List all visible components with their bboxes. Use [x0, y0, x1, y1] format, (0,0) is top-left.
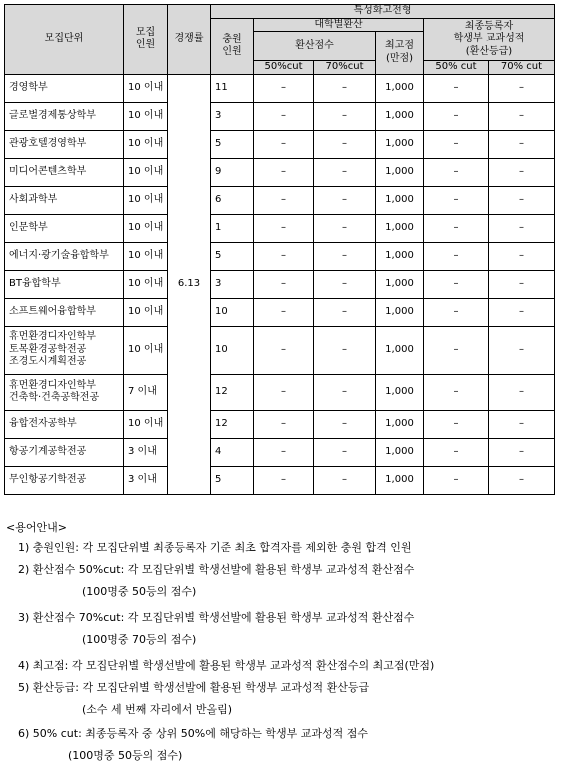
extra-cell: 5 — [211, 466, 254, 494]
cut70-cell: – — [314, 102, 376, 130]
final-cut70-cell: – — [489, 270, 555, 298]
extra-cell: 11 — [211, 74, 254, 102]
final-cut50-cell: – — [424, 102, 489, 130]
header-unit: 모집단위 — [5, 5, 124, 75]
cut50-cell: – — [254, 298, 314, 326]
extra-cell: 10 — [211, 326, 254, 374]
header-final-cut70: 70% cut — [489, 61, 555, 75]
quota-cell: 10 이내 — [124, 326, 168, 374]
unit-cell: 항공기계공학전공 — [5, 438, 124, 466]
final-cut70-cell: – — [489, 374, 555, 410]
term-note-line: 1) 충원인원: 각 모집단위별 최종등록자 기준 최초 합격자를 제외한 충원 합격 인원 — [18, 541, 412, 554]
term-note-line: 3) 환산점수 70%cut: 각 모집단위별 학생선발에 활용된 학생부 교과성적 환산점수 — [18, 611, 415, 624]
header-max-score — [376, 32, 424, 75]
table-row — [5, 130, 555, 158]
admission-results-table — [4, 4, 555, 495]
term-note-line: 4) 최고점: 각 모집단위별 학생선발에 활용된 학생부 교과성적 환산점수의 최고점(만점) — [18, 659, 435, 672]
unit-cell: 사회과학부 — [5, 186, 124, 214]
cut50-cell: – — [254, 186, 314, 214]
cut70-cell: – — [314, 130, 376, 158]
table-row — [5, 326, 555, 374]
header-extra — [211, 18, 254, 74]
max-score-cell: 1,000 — [376, 466, 424, 494]
max-score-cell: 1,000 — [376, 214, 424, 242]
max-score-cell: 1,000 — [376, 130, 424, 158]
final-cut70-cell: – — [489, 130, 555, 158]
cut70-cell: – — [314, 326, 376, 374]
final-cut50-cell: – — [424, 242, 489, 270]
unit-cell: BT융합학부 — [5, 270, 124, 298]
final-cut50-cell: – — [424, 438, 489, 466]
table-row — [5, 270, 555, 298]
quota-cell: 10 이내 — [124, 410, 168, 438]
header-quota-text: 모집 인원 — [135, 26, 156, 51]
table-row — [5, 186, 555, 214]
header-calc-score: 환산점수 — [254, 32, 376, 61]
unit-cell: 에너지·광기술융합학부 — [5, 242, 124, 270]
header-final-text: 최종등록자 학생부 교과성적 (환산등급) — [453, 20, 525, 57]
header-rate: 경쟁률 — [168, 5, 211, 75]
extra-cell: 3 — [211, 102, 254, 130]
max-score-cell: 1,000 — [376, 102, 424, 130]
cut50-cell: – — [254, 374, 314, 410]
unit-cell: 미디어콘텐츠학부 — [5, 158, 124, 186]
max-score-cell: 1,000 — [376, 158, 424, 186]
quota-cell: 3 이내 — [124, 438, 168, 466]
extra-cell: 5 — [211, 130, 254, 158]
quota-cell: 7 이내 — [124, 374, 168, 410]
quota-cell: 10 이내 — [124, 298, 168, 326]
unit-cell: 관광호텔경영학부 — [5, 130, 124, 158]
extra-cell: 4 — [211, 438, 254, 466]
cut70-cell: – — [314, 374, 376, 410]
header-final — [424, 18, 555, 61]
table-row — [5, 466, 555, 494]
unit-cell: 휴먼환경디자인학부 토목환경공학전공 조경도시계획전공 — [5, 326, 124, 374]
cut50-cell: – — [254, 130, 314, 158]
cut70-cell: – — [314, 466, 376, 494]
term-note-line: (100명중 70등의 점수) — [82, 633, 197, 646]
cut70-cell: – — [314, 270, 376, 298]
quota-cell: 10 이내 — [124, 102, 168, 130]
table-row — [5, 74, 555, 102]
header-univ-calc: 대학별환산 — [254, 18, 424, 32]
final-cut50-cell: – — [424, 374, 489, 410]
cut70-cell: – — [314, 214, 376, 242]
cut50-cell: – — [254, 410, 314, 438]
cut50-cell: – — [254, 74, 314, 102]
unit-cell: 인문학부 — [5, 214, 124, 242]
final-cut50-cell: – — [424, 326, 489, 374]
max-score-cell: 1,000 — [376, 270, 424, 298]
quota-cell: 10 이내 — [124, 214, 168, 242]
term-note-line: 2) 환산점수 50%cut: 각 모집단위별 학생선발에 활용된 학생부 교과성적 환산점수 — [18, 563, 415, 576]
header-final-cut50: 50% cut — [424, 61, 489, 75]
final-cut50-cell: – — [424, 270, 489, 298]
cut50-cell: – — [254, 158, 314, 186]
final-cut70-cell: – — [489, 74, 555, 102]
header-extra-text: 충원 인원 — [222, 33, 242, 57]
terms-guide-title: <용어안내> — [6, 521, 67, 534]
cut70-cell: – — [314, 438, 376, 466]
final-cut70-cell: – — [489, 326, 555, 374]
table-row — [5, 410, 555, 438]
cut70-cell: – — [314, 242, 376, 270]
cut70-cell: – — [314, 410, 376, 438]
final-cut50-cell: – — [424, 410, 489, 438]
table-row — [5, 242, 555, 270]
extra-cell: 1 — [211, 214, 254, 242]
table-row — [5, 158, 555, 186]
cut50-cell: – — [254, 326, 314, 374]
table-row — [5, 438, 555, 466]
final-cut50-cell: – — [424, 130, 489, 158]
final-cut50-cell: – — [424, 298, 489, 326]
extra-cell: 5 — [211, 242, 254, 270]
final-cut50-cell: – — [424, 466, 489, 494]
final-cut70-cell: – — [489, 466, 555, 494]
cut50-cell: – — [254, 214, 314, 242]
max-score-cell: 1,000 — [376, 326, 424, 374]
quota-cell: 10 이내 — [124, 130, 168, 158]
quota-cell: 10 이내 — [124, 74, 168, 102]
max-score-cell: 1,000 — [376, 74, 424, 102]
unit-cell: 소프트웨어융합학부 — [5, 298, 124, 326]
quota-cell: 10 이내 — [124, 242, 168, 270]
extra-cell: 9 — [211, 158, 254, 186]
cut50-cell: – — [254, 438, 314, 466]
max-score-cell: 1,000 — [376, 186, 424, 214]
table-row — [5, 374, 555, 410]
extra-cell: 12 — [211, 410, 254, 438]
max-score-cell: 1,000 — [376, 298, 424, 326]
unit-cell: 경영학부 — [5, 74, 124, 102]
final-cut50-cell: – — [424, 158, 489, 186]
unit-cell: 무인항공기학전공 — [5, 466, 124, 494]
unit-cell: 글로벌경제통상학부 — [5, 102, 124, 130]
max-score-cell: 1,000 — [376, 410, 424, 438]
cut70-cell: – — [314, 158, 376, 186]
final-cut70-cell: – — [489, 298, 555, 326]
final-cut70-cell: – — [489, 410, 555, 438]
extra-cell: 6 — [211, 186, 254, 214]
final-cut70-cell: – — [489, 158, 555, 186]
term-note-line: 6) 50% cut: 최종등록자 중 상위 50%에 해당하는 학생부 교과성적 점수 — [18, 727, 368, 740]
competition-rate-cell: 6.13 — [168, 74, 211, 494]
extra-cell: 10 — [211, 298, 254, 326]
header-cut70: 70%cut — [314, 61, 376, 75]
table-row — [5, 298, 555, 326]
final-cut50-cell: – — [424, 186, 489, 214]
final-cut50-cell: – — [424, 214, 489, 242]
extra-cell: 3 — [211, 270, 254, 298]
cut50-cell: – — [254, 242, 314, 270]
final-cut70-cell: – — [489, 214, 555, 242]
cut50-cell: – — [254, 270, 314, 298]
table-row — [5, 102, 555, 130]
unit-cell: 융합전자공학부 — [5, 410, 124, 438]
header-max-score-text: 최고점 (만점) — [385, 40, 414, 64]
table-row — [5, 214, 555, 242]
term-note-line: 5) 환산등급: 각 모집단위별 학생선발에 활용된 학생부 교과성적 환산등급 — [18, 681, 370, 694]
final-cut50-cell: – — [424, 74, 489, 102]
quota-cell: 10 이내 — [124, 270, 168, 298]
cut50-cell: – — [254, 466, 314, 494]
term-note-line: (100명중 50등의 점수) — [68, 749, 183, 762]
header-quota — [124, 5, 168, 75]
final-cut70-cell: – — [489, 186, 555, 214]
final-cut70-cell: – — [489, 438, 555, 466]
max-score-cell: 1,000 — [376, 242, 424, 270]
cut70-cell: – — [314, 74, 376, 102]
cut50-cell: – — [254, 102, 314, 130]
term-note-line: (소수 세 번째 자리에서 반올림) — [82, 703, 233, 716]
cut70-cell: – — [314, 298, 376, 326]
header-special-track: 특성화고전형 — [211, 5, 555, 19]
cut70-cell: – — [314, 186, 376, 214]
unit-cell: 휴먼환경디자인학부 건축학·건축공학전공 — [5, 374, 124, 410]
extra-cell: 12 — [211, 374, 254, 410]
max-score-cell: 1,000 — [376, 438, 424, 466]
final-cut70-cell: – — [489, 242, 555, 270]
quota-cell: 10 이내 — [124, 186, 168, 214]
term-note-line: (100명중 50등의 점수) — [82, 585, 197, 598]
quota-cell: 3 이내 — [124, 466, 168, 494]
final-cut70-cell: – — [489, 102, 555, 130]
max-score-cell: 1,000 — [376, 374, 424, 410]
quota-cell: 10 이내 — [124, 158, 168, 186]
header-cut50: 50%cut — [254, 61, 314, 75]
